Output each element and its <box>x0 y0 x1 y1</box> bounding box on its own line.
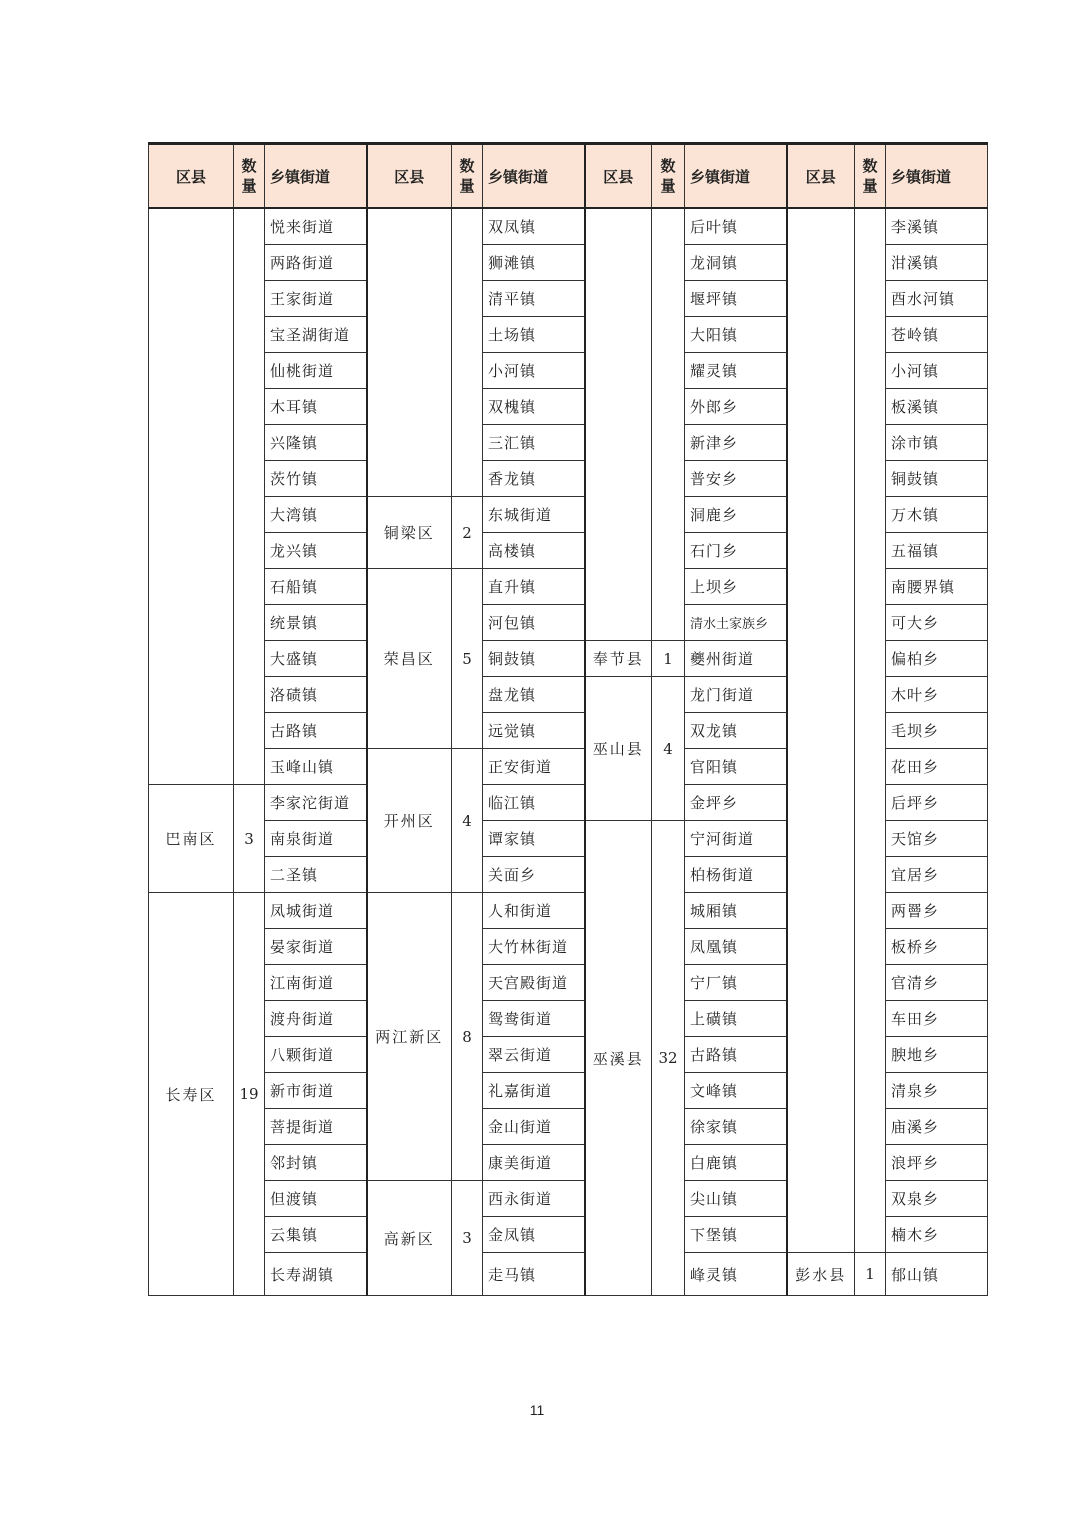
town-cell: 康美街道 <box>483 1145 585 1181</box>
town-cell: 耀灵镇 <box>685 353 787 389</box>
town-cell: 新津乡 <box>685 425 787 461</box>
town-cell: 苍岭镇 <box>886 317 988 353</box>
town-cell: 车田乡 <box>886 1001 988 1037</box>
town-cell: 盘龙镇 <box>483 677 585 713</box>
town-cell: 双泉乡 <box>886 1181 988 1217</box>
town-cell: 浪坪乡 <box>886 1145 988 1181</box>
town-cell: 李家沱街道 <box>265 785 367 821</box>
town-cell: 金山街道 <box>483 1109 585 1145</box>
town-cell: 万木镇 <box>886 497 988 533</box>
town-cell: 狮滩镇 <box>483 245 585 281</box>
town-cell: 宁河街道 <box>685 821 787 857</box>
count-cell: 5 <box>452 569 483 749</box>
header-count: 数 量 <box>652 144 685 209</box>
town-cell: 毛坝乡 <box>886 713 988 749</box>
district-cell: 开州区 <box>367 749 452 893</box>
town-cell: 兴隆镇 <box>265 425 367 461</box>
town-cell: 直升镇 <box>483 569 585 605</box>
town-cell: 龙兴镇 <box>265 533 367 569</box>
town-cell: 玉峰山镇 <box>265 749 367 785</box>
town-cell: 小河镇 <box>483 353 585 389</box>
town-cell: 夔州街道 <box>685 641 787 677</box>
count-cell <box>234 208 265 785</box>
town-cell: 上坝乡 <box>685 569 787 605</box>
header-town: 乡镇街道 <box>483 144 585 209</box>
town-cell: 上磺镇 <box>685 1001 787 1037</box>
town-cell: 双槐镇 <box>483 389 585 425</box>
header-district: 区县 <box>787 144 855 209</box>
town-cell: 菩提街道 <box>265 1109 367 1145</box>
town-cell: 偏柏乡 <box>886 641 988 677</box>
town-cell: 石船镇 <box>265 569 367 605</box>
town-cell: 宝圣湖街道 <box>265 317 367 353</box>
town-cell: 礼嘉街道 <box>483 1073 585 1109</box>
header-town: 乡镇街道 <box>685 144 787 209</box>
count-cell: 4 <box>452 749 483 893</box>
district-cell: 巫溪县 <box>585 821 652 1296</box>
header-count: 数 量 <box>855 144 886 209</box>
town-cell: 谭家镇 <box>483 821 585 857</box>
town-cell: 南泉街道 <box>265 821 367 857</box>
district-cell: 两江新区 <box>367 893 452 1181</box>
header-count: 数 量 <box>452 144 483 209</box>
town-cell: 正安街道 <box>483 749 585 785</box>
town-cell: 关面乡 <box>483 857 585 893</box>
town-cell: 泔溪镇 <box>886 245 988 281</box>
town-cell: 宁厂镇 <box>685 965 787 1001</box>
town-cell: 双凤镇 <box>483 208 585 245</box>
count-cell: 3 <box>234 785 265 893</box>
count-cell: 1 <box>652 641 685 677</box>
town-cell: 白鹿镇 <box>685 1145 787 1181</box>
town-cell: 涂市镇 <box>886 425 988 461</box>
town-cell: 东城街道 <box>483 497 585 533</box>
town-cell: 两罾乡 <box>886 893 988 929</box>
town-cell: 龙洞镇 <box>685 245 787 281</box>
district-cell: 巴南区 <box>149 785 234 893</box>
town-cell: 二圣镇 <box>265 857 367 893</box>
town-cell: 三汇镇 <box>483 425 585 461</box>
district-cell: 荣昌区 <box>367 569 452 749</box>
town-cell: 邻封镇 <box>265 1145 367 1181</box>
count-cell: 32 <box>652 821 685 1296</box>
town-cell: 楠木乡 <box>886 1217 988 1253</box>
district-cell: 奉节县 <box>585 641 652 677</box>
town-cell: 木耳镇 <box>265 389 367 425</box>
town-cell: 板溪镇 <box>886 389 988 425</box>
town-cell: 可大乡 <box>886 605 988 641</box>
town-cell: 腴地乡 <box>886 1037 988 1073</box>
town-cell: 渡舟街道 <box>265 1001 367 1037</box>
header-town: 乡镇街道 <box>886 144 988 209</box>
town-cell: 五福镇 <box>886 533 988 569</box>
town-cell: 天宫殿街道 <box>483 965 585 1001</box>
table-header-row <box>149 144 988 209</box>
town-cell: 下堡镇 <box>685 1217 787 1253</box>
district-cell <box>149 208 234 785</box>
town-cell: 清水土家族乡 <box>685 605 787 641</box>
town-cell: 但渡镇 <box>265 1181 367 1217</box>
town-cell: 双龙镇 <box>685 713 787 749</box>
town-cell: 木叶乡 <box>886 677 988 713</box>
table-row <box>149 1253 988 1296</box>
town-cell: 西永街道 <box>483 1181 585 1217</box>
town-cell: 洞鹿乡 <box>685 497 787 533</box>
town-cell: 后叶镇 <box>685 208 787 245</box>
count-cell: 3 <box>452 1181 483 1296</box>
town-cell: 大竹林街道 <box>483 929 585 965</box>
count-cell <box>652 208 685 641</box>
district-cell <box>585 208 652 641</box>
count-cell: 8 <box>452 893 483 1181</box>
district-cell: 长寿区 <box>149 893 234 1296</box>
town-cell: 江南街道 <box>265 965 367 1001</box>
district-cell <box>787 208 855 1253</box>
count-cell <box>452 208 483 497</box>
district-cell: 高新区 <box>367 1181 452 1296</box>
town-cell: 临江镇 <box>483 785 585 821</box>
town-cell: 人和街道 <box>483 893 585 929</box>
district-cell: 巫山县 <box>585 677 652 821</box>
town-cell: 石门乡 <box>685 533 787 569</box>
district-cell: 彭水县 <box>787 1253 855 1296</box>
town-cell: 柏杨街道 <box>685 857 787 893</box>
town-cell: 晏家街道 <box>265 929 367 965</box>
town-cell: 洛碛镇 <box>265 677 367 713</box>
header-count: 数 量 <box>234 144 265 209</box>
town-cell: 南腰界镇 <box>886 569 988 605</box>
town-cell: 天馆乡 <box>886 821 988 857</box>
town-cell: 鸳鸯街道 <box>483 1001 585 1037</box>
district-cell: 铜梁区 <box>367 497 452 569</box>
town-cell: 凤凰镇 <box>685 929 787 965</box>
town-cell: 尖山镇 <box>685 1181 787 1217</box>
town-cell: 花田乡 <box>886 749 988 785</box>
town-cell: 官清乡 <box>886 965 988 1001</box>
town-cell: 庙溪乡 <box>886 1109 988 1145</box>
header-district: 区县 <box>585 144 652 209</box>
header-district: 区县 <box>149 144 234 209</box>
table-body <box>149 208 988 1296</box>
town-cell: 宜居乡 <box>886 857 988 893</box>
header-district: 区县 <box>367 144 452 209</box>
town-cell: 小河镇 <box>886 353 988 389</box>
town-cell: 龙门街道 <box>685 677 787 713</box>
town-cell: 走马镇 <box>483 1253 585 1296</box>
town-cell: 铜鼓镇 <box>483 641 585 677</box>
town-cell: 板桥乡 <box>886 929 988 965</box>
town-cell: 官阳镇 <box>685 749 787 785</box>
town-cell: 王家街道 <box>265 281 367 317</box>
town-cell: 清泉乡 <box>886 1073 988 1109</box>
town-cell: 李溪镇 <box>886 208 988 245</box>
town-cell: 后坪乡 <box>886 785 988 821</box>
town-cell: 河包镇 <box>483 605 585 641</box>
town-cell: 茨竹镇 <box>265 461 367 497</box>
town-cell: 高楼镇 <box>483 533 585 569</box>
town-cell: 大湾镇 <box>265 497 367 533</box>
town-cell: 长寿湖镇 <box>265 1253 367 1296</box>
count-cell: 4 <box>652 677 685 821</box>
town-cell: 凤城街道 <box>265 893 367 929</box>
town-cell: 大盛镇 <box>265 641 367 677</box>
town-cell: 远觉镇 <box>483 713 585 749</box>
count-cell: 19 <box>234 893 265 1296</box>
town-table <box>148 142 988 1296</box>
town-cell: 外郎乡 <box>685 389 787 425</box>
district-cell <box>367 208 452 497</box>
count-cell: 2 <box>452 497 483 569</box>
town-cell: 统景镇 <box>265 605 367 641</box>
town-cell: 普安乡 <box>685 461 787 497</box>
town-cell: 清平镇 <box>483 281 585 317</box>
town-cell: 新市街道 <box>265 1073 367 1109</box>
town-cell: 酉水河镇 <box>886 281 988 317</box>
count-cell: 1 <box>855 1253 886 1296</box>
town-cell: 金凤镇 <box>483 1217 585 1253</box>
header-town: 乡镇街道 <box>265 144 367 209</box>
town-cell: 大阳镇 <box>685 317 787 353</box>
town-cell: 翠云街道 <box>483 1037 585 1073</box>
town-cell: 八颗街道 <box>265 1037 367 1073</box>
town-cell: 城厢镇 <box>685 893 787 929</box>
town-cell: 金坪乡 <box>685 785 787 821</box>
town-cell: 香龙镇 <box>483 461 585 497</box>
town-cell: 峰灵镇 <box>685 1253 787 1296</box>
town-cell: 云集镇 <box>265 1217 367 1253</box>
town-cell: 徐家镇 <box>685 1109 787 1145</box>
town-cell: 古路镇 <box>265 713 367 749</box>
count-cell <box>855 208 886 1253</box>
town-cell: 悦来街道 <box>265 208 367 245</box>
town-cell: 文峰镇 <box>685 1073 787 1109</box>
table-row <box>149 208 988 245</box>
town-cell: 铜鼓镇 <box>886 461 988 497</box>
town-cell: 古路镇 <box>685 1037 787 1073</box>
page-number: 11 <box>529 1402 545 1418</box>
town-cell: 两路街道 <box>265 245 367 281</box>
town-cell: 土场镇 <box>483 317 585 353</box>
town-cell: 仙桃街道 <box>265 353 367 389</box>
town-cell: 郁山镇 <box>886 1253 988 1296</box>
town-cell: 堰坪镇 <box>685 281 787 317</box>
